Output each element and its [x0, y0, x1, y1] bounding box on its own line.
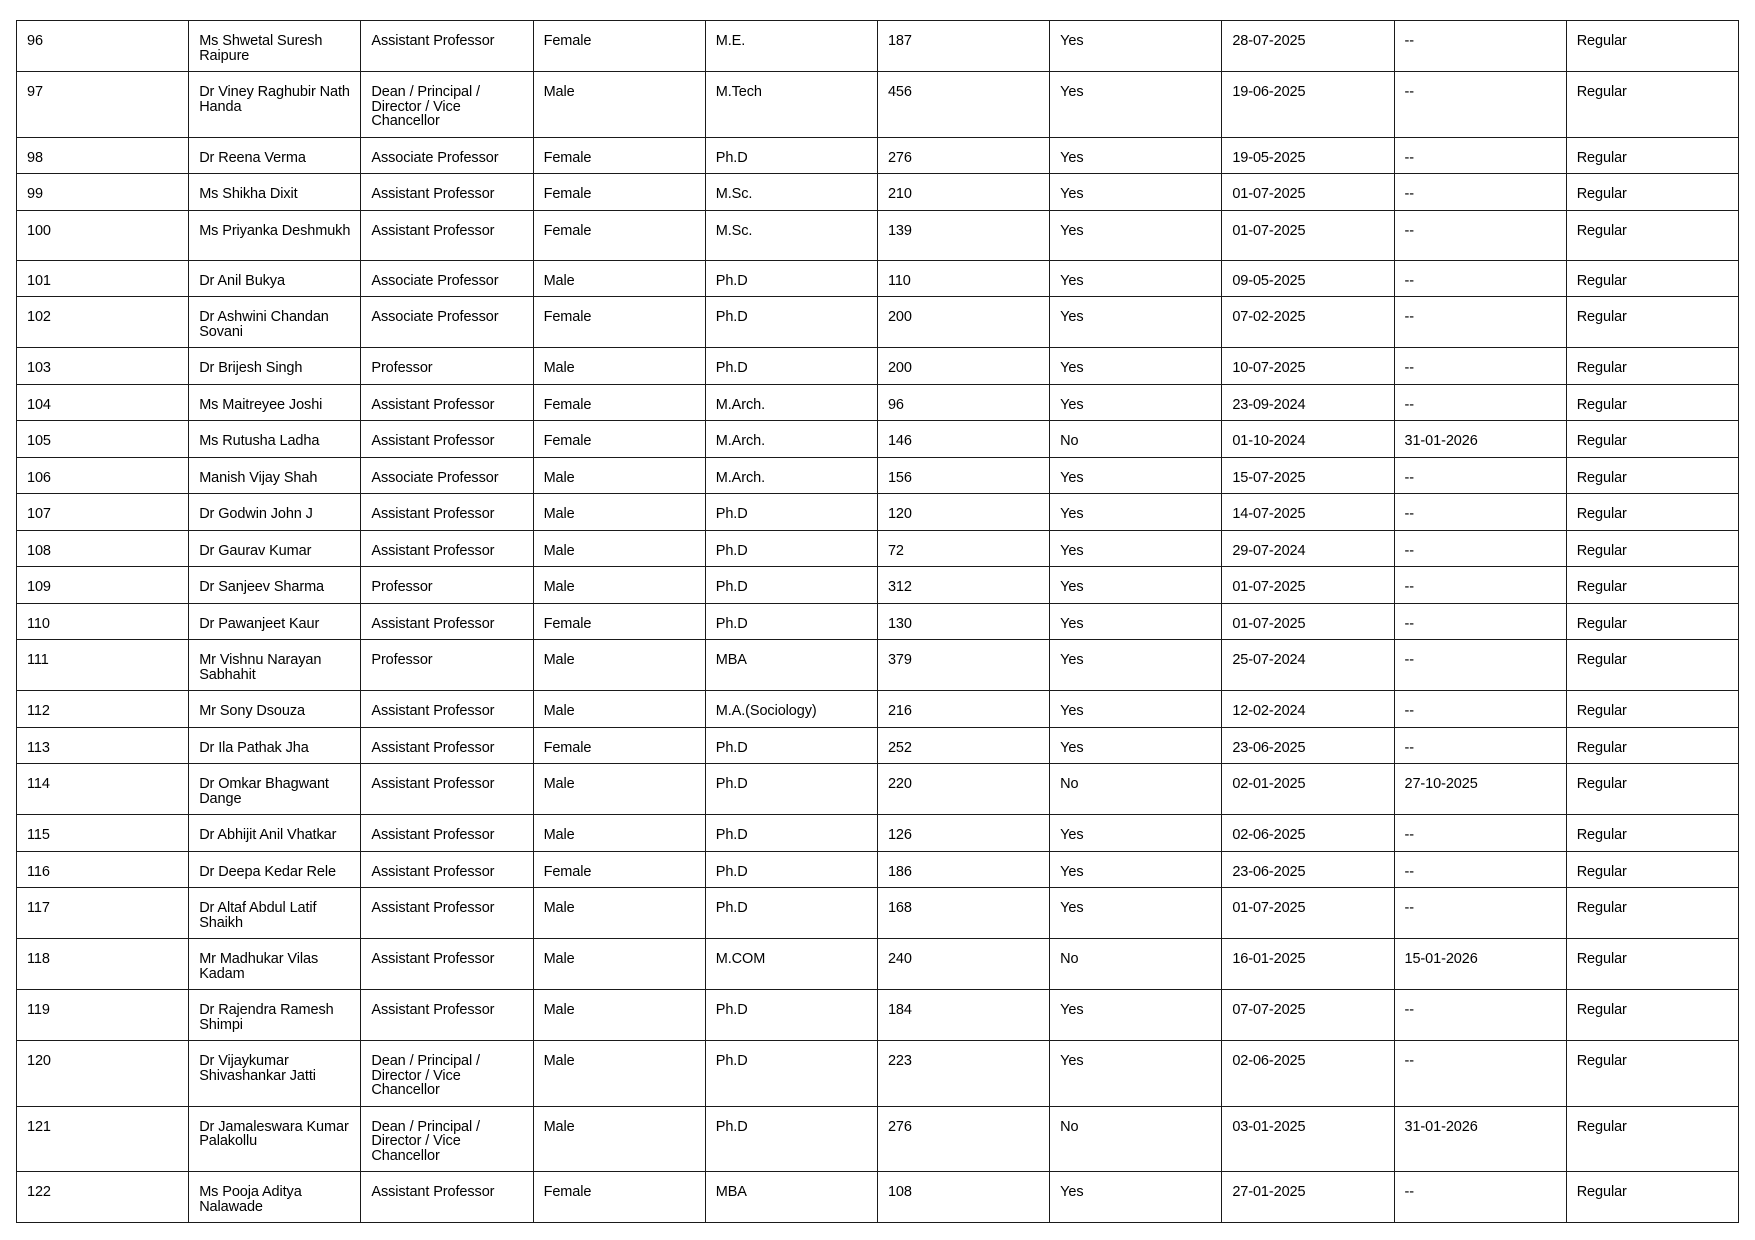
- serial-number-cell: 118: [17, 939, 189, 990]
- table-row: [17, 691, 1739, 728]
- serial-number-cell: 113: [17, 727, 189, 764]
- joining-date-cell: 03-01-2025: [1222, 1106, 1394, 1172]
- faculty-name-cell: Dr Jamaleswara Kumar Palakollu: [189, 1106, 361, 1172]
- faculty-name-cell: Dr Abhijit Anil Vhatkar: [189, 815, 361, 852]
- designation-cell: Dean / Principal / Director / Vice Chancellor: [361, 72, 533, 138]
- leaving-date-cell: --: [1394, 137, 1566, 174]
- gender-cell: Male: [533, 939, 705, 990]
- association-nature-cell: Regular: [1566, 174, 1738, 211]
- association-nature-cell: Regular: [1566, 494, 1738, 531]
- experience-cell: 312: [877, 567, 1049, 604]
- table-row: [17, 494, 1739, 531]
- qualification-cell: M.Arch.: [705, 457, 877, 494]
- leaving-date-cell: 15-01-2026: [1394, 939, 1566, 990]
- qualification-cell: Ph.D: [705, 567, 877, 604]
- currently-associated-cell: Yes: [1050, 1041, 1222, 1107]
- faculty-name-cell: Ms Priyanka Deshmukh: [189, 210, 361, 260]
- currently-associated-cell: Yes: [1050, 603, 1222, 640]
- gender-cell: Male: [533, 990, 705, 1041]
- experience-cell: 96: [877, 384, 1049, 421]
- serial-number-cell: 109: [17, 567, 189, 604]
- serial-number-cell: 105: [17, 421, 189, 458]
- experience-cell: 276: [877, 1106, 1049, 1172]
- serial-number-cell: 119: [17, 990, 189, 1041]
- serial-number-cell: 108: [17, 530, 189, 567]
- table-row: [17, 348, 1739, 385]
- joining-date-cell: 02-06-2025: [1222, 815, 1394, 852]
- association-nature-cell: Regular: [1566, 72, 1738, 138]
- joining-date-cell: 23-09-2024: [1222, 384, 1394, 421]
- experience-cell: 156: [877, 457, 1049, 494]
- gender-cell: Male: [533, 691, 705, 728]
- experience-cell: 184: [877, 990, 1049, 1041]
- joining-date-cell: 16-01-2025: [1222, 939, 1394, 990]
- association-nature-cell: Regular: [1566, 21, 1738, 72]
- qualification-cell: Ph.D: [705, 851, 877, 888]
- designation-cell: Assistant Professor: [361, 384, 533, 421]
- joining-date-cell: 01-07-2025: [1222, 210, 1394, 260]
- faculty-name-cell: Dr Brijesh Singh: [189, 348, 361, 385]
- faculty-name-cell: Mr Sony Dsouza: [189, 691, 361, 728]
- association-nature-cell: Regular: [1566, 990, 1738, 1041]
- designation-cell: Associate Professor: [361, 297, 533, 348]
- experience-cell: 120: [877, 494, 1049, 531]
- serial-number-cell: 100: [17, 210, 189, 260]
- faculty-name-cell: Dr Gaurav Kumar: [189, 530, 361, 567]
- qualification-cell: M.E.: [705, 21, 877, 72]
- joining-date-cell: 27-01-2025: [1222, 1172, 1394, 1223]
- table-row: [17, 851, 1739, 888]
- association-nature-cell: Regular: [1566, 567, 1738, 604]
- leaving-date-cell: --: [1394, 1172, 1566, 1223]
- qualification-cell: Ph.D: [705, 815, 877, 852]
- designation-cell: Assistant Professor: [361, 21, 533, 72]
- serial-number-cell: 99: [17, 174, 189, 211]
- association-nature-cell: Regular: [1566, 530, 1738, 567]
- leaving-date-cell: --: [1394, 348, 1566, 385]
- faculty-name-cell: Dr Deepa Kedar Rele: [189, 851, 361, 888]
- serial-number-cell: 114: [17, 764, 189, 815]
- experience-cell: 187: [877, 21, 1049, 72]
- designation-cell: Associate Professor: [361, 457, 533, 494]
- table-row: [17, 72, 1739, 138]
- qualification-cell: M.Sc.: [705, 210, 877, 260]
- gender-cell: Female: [533, 384, 705, 421]
- currently-associated-cell: Yes: [1050, 72, 1222, 138]
- faculty-name-cell: Ms Rutusha Ladha: [189, 421, 361, 458]
- joining-date-cell: 01-07-2025: [1222, 603, 1394, 640]
- association-nature-cell: Regular: [1566, 764, 1738, 815]
- joining-date-cell: 01-07-2025: [1222, 888, 1394, 939]
- currently-associated-cell: Yes: [1050, 210, 1222, 260]
- joining-date-cell: 01-07-2025: [1222, 567, 1394, 604]
- designation-cell: Assistant Professor: [361, 764, 533, 815]
- qualification-cell: Ph.D: [705, 603, 877, 640]
- joining-date-cell: 09-05-2025: [1222, 260, 1394, 297]
- table-row: [17, 421, 1739, 458]
- gender-cell: Male: [533, 494, 705, 531]
- designation-cell: Assistant Professor: [361, 494, 533, 531]
- association-nature-cell: Regular: [1566, 727, 1738, 764]
- gender-cell: Female: [533, 1172, 705, 1223]
- association-nature-cell: Regular: [1566, 603, 1738, 640]
- serial-number-cell: 102: [17, 297, 189, 348]
- experience-cell: 130: [877, 603, 1049, 640]
- leaving-date-cell: --: [1394, 815, 1566, 852]
- association-nature-cell: Regular: [1566, 260, 1738, 297]
- association-nature-cell: Regular: [1566, 815, 1738, 852]
- table-row: [17, 210, 1739, 260]
- gender-cell: Male: [533, 888, 705, 939]
- association-nature-cell: Regular: [1566, 297, 1738, 348]
- joining-date-cell: 19-05-2025: [1222, 137, 1394, 174]
- designation-cell: Assistant Professor: [361, 530, 533, 567]
- serial-number-cell: 103: [17, 348, 189, 385]
- joining-date-cell: 14-07-2025: [1222, 494, 1394, 531]
- experience-cell: 168: [877, 888, 1049, 939]
- leaving-date-cell: 27-10-2025: [1394, 764, 1566, 815]
- gender-cell: Male: [533, 1041, 705, 1107]
- leaving-date-cell: --: [1394, 567, 1566, 604]
- leaving-date-cell: --: [1394, 603, 1566, 640]
- gender-cell: Female: [533, 421, 705, 458]
- currently-associated-cell: Yes: [1050, 640, 1222, 691]
- designation-cell: Assistant Professor: [361, 939, 533, 990]
- faculty-name-cell: Dr Godwin John J: [189, 494, 361, 531]
- table-row: [17, 727, 1739, 764]
- qualification-cell: M.A.(Sociology): [705, 691, 877, 728]
- serial-number-cell: 111: [17, 640, 189, 691]
- leaving-date-cell: --: [1394, 174, 1566, 211]
- joining-date-cell: 07-07-2025: [1222, 990, 1394, 1041]
- leaving-date-cell: --: [1394, 727, 1566, 764]
- designation-cell: Assistant Professor: [361, 990, 533, 1041]
- faculty-name-cell: Dr Ila Pathak Jha: [189, 727, 361, 764]
- joining-date-cell: 07-02-2025: [1222, 297, 1394, 348]
- association-nature-cell: Regular: [1566, 851, 1738, 888]
- association-nature-cell: Regular: [1566, 457, 1738, 494]
- experience-cell: 72: [877, 530, 1049, 567]
- experience-cell: 126: [877, 815, 1049, 852]
- qualification-cell: Ph.D: [705, 1041, 877, 1107]
- experience-cell: 240: [877, 939, 1049, 990]
- table-row: [17, 1106, 1739, 1172]
- faculty-name-cell: Ms Maitreyee Joshi: [189, 384, 361, 421]
- gender-cell: Female: [533, 851, 705, 888]
- currently-associated-cell: Yes: [1050, 384, 1222, 421]
- qualification-cell: Ph.D: [705, 530, 877, 567]
- serial-number-cell: 97: [17, 72, 189, 138]
- joining-date-cell: 10-07-2025: [1222, 348, 1394, 385]
- leaving-date-cell: --: [1394, 1041, 1566, 1107]
- leaving-date-cell: --: [1394, 297, 1566, 348]
- qualification-cell: Ph.D: [705, 727, 877, 764]
- leaving-date-cell: --: [1394, 384, 1566, 421]
- table-row: [17, 567, 1739, 604]
- currently-associated-cell: Yes: [1050, 990, 1222, 1041]
- designation-cell: Professor: [361, 640, 533, 691]
- currently-associated-cell: No: [1050, 1106, 1222, 1172]
- leaving-date-cell: --: [1394, 494, 1566, 531]
- qualification-cell: Ph.D: [705, 260, 877, 297]
- faculty-name-cell: Mr Madhukar Vilas Kadam: [189, 939, 361, 990]
- designation-cell: Assistant Professor: [361, 851, 533, 888]
- table-row: [17, 815, 1739, 852]
- leaving-date-cell: --: [1394, 21, 1566, 72]
- association-nature-cell: Regular: [1566, 939, 1738, 990]
- association-nature-cell: Regular: [1566, 691, 1738, 728]
- currently-associated-cell: Yes: [1050, 137, 1222, 174]
- designation-cell: Dean / Principal / Director / Vice Chancellor: [361, 1041, 533, 1107]
- experience-cell: 108: [877, 1172, 1049, 1223]
- gender-cell: Male: [533, 457, 705, 494]
- designation-cell: Associate Professor: [361, 260, 533, 297]
- currently-associated-cell: Yes: [1050, 691, 1222, 728]
- gender-cell: Female: [533, 174, 705, 211]
- currently-associated-cell: No: [1050, 939, 1222, 990]
- faculty-name-cell: Ms Shikha Dixit: [189, 174, 361, 211]
- leaving-date-cell: --: [1394, 530, 1566, 567]
- leaving-date-cell: --: [1394, 640, 1566, 691]
- faculty-table-body: [17, 21, 1739, 1223]
- qualification-cell: M.Sc.: [705, 174, 877, 211]
- qualification-cell: Ph.D: [705, 1106, 877, 1172]
- gender-cell: Male: [533, 1106, 705, 1172]
- experience-cell: 110: [877, 260, 1049, 297]
- gender-cell: Female: [533, 21, 705, 72]
- designation-cell: Assistant Professor: [361, 1172, 533, 1223]
- experience-cell: 210: [877, 174, 1049, 211]
- designation-cell: Assistant Professor: [361, 603, 533, 640]
- experience-cell: 223: [877, 1041, 1049, 1107]
- qualification-cell: MBA: [705, 1172, 877, 1223]
- experience-cell: 379: [877, 640, 1049, 691]
- joining-date-cell: 23-06-2025: [1222, 727, 1394, 764]
- table-row: [17, 888, 1739, 939]
- designation-cell: Assistant Professor: [361, 174, 533, 211]
- faculty-name-cell: Dr Sanjeev Sharma: [189, 567, 361, 604]
- faculty-name-cell: Ms Shwetal Suresh Raipure: [189, 21, 361, 72]
- qualification-cell: M.Arch.: [705, 384, 877, 421]
- serial-number-cell: 104: [17, 384, 189, 421]
- currently-associated-cell: Yes: [1050, 348, 1222, 385]
- association-nature-cell: Regular: [1566, 1041, 1738, 1107]
- association-nature-cell: Regular: [1566, 1172, 1738, 1223]
- gender-cell: Female: [533, 137, 705, 174]
- designation-cell: Dean / Principal / Director / Vice Chancellor: [361, 1106, 533, 1172]
- table-row: [17, 530, 1739, 567]
- table-row: [17, 1041, 1739, 1107]
- leaving-date-cell: --: [1394, 72, 1566, 138]
- leaving-date-cell: --: [1394, 210, 1566, 260]
- experience-cell: 146: [877, 421, 1049, 458]
- faculty-name-cell: Dr Reena Verma: [189, 137, 361, 174]
- currently-associated-cell: Yes: [1050, 297, 1222, 348]
- association-nature-cell: Regular: [1566, 210, 1738, 260]
- faculty-name-cell: Dr Viney Raghubir Nath Handa: [189, 72, 361, 138]
- table-row: [17, 174, 1739, 211]
- faculty-table: [16, 20, 1739, 1223]
- serial-number-cell: 122: [17, 1172, 189, 1223]
- table-row: [17, 21, 1739, 72]
- faculty-name-cell: Ms Pooja Aditya Nalawade: [189, 1172, 361, 1223]
- experience-cell: 252: [877, 727, 1049, 764]
- gender-cell: Female: [533, 297, 705, 348]
- experience-cell: 139: [877, 210, 1049, 260]
- qualification-cell: Ph.D: [705, 764, 877, 815]
- joining-date-cell: 25-07-2024: [1222, 640, 1394, 691]
- table-row: [17, 764, 1739, 815]
- serial-number-cell: 117: [17, 888, 189, 939]
- experience-cell: 456: [877, 72, 1049, 138]
- serial-number-cell: 107: [17, 494, 189, 531]
- gender-cell: Male: [533, 530, 705, 567]
- association-nature-cell: Regular: [1566, 384, 1738, 421]
- qualification-cell: Ph.D: [705, 888, 877, 939]
- joining-date-cell: 02-06-2025: [1222, 1041, 1394, 1107]
- serial-number-cell: 120: [17, 1041, 189, 1107]
- experience-cell: 200: [877, 297, 1049, 348]
- gender-cell: Female: [533, 603, 705, 640]
- table-row: [17, 640, 1739, 691]
- leaving-date-cell: 31-01-2026: [1394, 1106, 1566, 1172]
- gender-cell: Female: [533, 210, 705, 260]
- serial-number-cell: 121: [17, 1106, 189, 1172]
- qualification-cell: MBA: [705, 640, 877, 691]
- table-row: [17, 137, 1739, 174]
- table-row: [17, 384, 1739, 421]
- gender-cell: Female: [533, 727, 705, 764]
- designation-cell: Professor: [361, 567, 533, 604]
- designation-cell: Assistant Professor: [361, 210, 533, 260]
- faculty-name-cell: Dr Anil Bukya: [189, 260, 361, 297]
- faculty-name-cell: Dr Ashwini Chandan Sovani: [189, 297, 361, 348]
- table-row: [17, 260, 1739, 297]
- currently-associated-cell: Yes: [1050, 457, 1222, 494]
- gender-cell: Male: [533, 764, 705, 815]
- leaving-date-cell: --: [1394, 260, 1566, 297]
- currently-associated-cell: Yes: [1050, 530, 1222, 567]
- faculty-name-cell: Dr Omkar Bhagwant Dange: [189, 764, 361, 815]
- experience-cell: 276: [877, 137, 1049, 174]
- table-row: [17, 990, 1739, 1041]
- designation-cell: Assistant Professor: [361, 727, 533, 764]
- faculty-name-cell: Dr Pawanjeet Kaur: [189, 603, 361, 640]
- currently-associated-cell: Yes: [1050, 21, 1222, 72]
- currently-associated-cell: No: [1050, 764, 1222, 815]
- table-row: [17, 603, 1739, 640]
- gender-cell: Male: [533, 348, 705, 385]
- designation-cell: Associate Professor: [361, 137, 533, 174]
- joining-date-cell: 28-07-2025: [1222, 21, 1394, 72]
- gender-cell: Male: [533, 260, 705, 297]
- designation-cell: Assistant Professor: [361, 691, 533, 728]
- faculty-name-cell: Manish Vijay Shah: [189, 457, 361, 494]
- table-row: [17, 457, 1739, 494]
- currently-associated-cell: Yes: [1050, 727, 1222, 764]
- currently-associated-cell: Yes: [1050, 851, 1222, 888]
- serial-number-cell: 106: [17, 457, 189, 494]
- qualification-cell: Ph.D: [705, 348, 877, 385]
- qualification-cell: Ph.D: [705, 137, 877, 174]
- qualification-cell: Ph.D: [705, 990, 877, 1041]
- joining-date-cell: 01-07-2025: [1222, 174, 1394, 211]
- association-nature-cell: Regular: [1566, 640, 1738, 691]
- qualification-cell: M.Tech: [705, 72, 877, 138]
- leaving-date-cell: --: [1394, 888, 1566, 939]
- association-nature-cell: Regular: [1566, 137, 1738, 174]
- gender-cell: Male: [533, 815, 705, 852]
- table-row: [17, 1172, 1739, 1223]
- association-nature-cell: Regular: [1566, 348, 1738, 385]
- serial-number-cell: 115: [17, 815, 189, 852]
- gender-cell: Male: [533, 72, 705, 138]
- currently-associated-cell: Yes: [1050, 815, 1222, 852]
- association-nature-cell: Regular: [1566, 888, 1738, 939]
- joining-date-cell: 29-07-2024: [1222, 530, 1394, 567]
- serial-number-cell: 112: [17, 691, 189, 728]
- qualification-cell: Ph.D: [705, 297, 877, 348]
- currently-associated-cell: Yes: [1050, 888, 1222, 939]
- experience-cell: 186: [877, 851, 1049, 888]
- qualification-cell: M.COM: [705, 939, 877, 990]
- qualification-cell: Ph.D: [705, 494, 877, 531]
- serial-number-cell: 96: [17, 21, 189, 72]
- serial-number-cell: 116: [17, 851, 189, 888]
- currently-associated-cell: Yes: [1050, 494, 1222, 531]
- leaving-date-cell: --: [1394, 457, 1566, 494]
- serial-number-cell: 110: [17, 603, 189, 640]
- leaving-date-cell: --: [1394, 851, 1566, 888]
- association-nature-cell: Regular: [1566, 421, 1738, 458]
- currently-associated-cell: Yes: [1050, 567, 1222, 604]
- designation-cell: Assistant Professor: [361, 888, 533, 939]
- association-nature-cell: Regular: [1566, 1106, 1738, 1172]
- table-row: [17, 297, 1739, 348]
- joining-date-cell: 19-06-2025: [1222, 72, 1394, 138]
- experience-cell: 216: [877, 691, 1049, 728]
- currently-associated-cell: Yes: [1050, 174, 1222, 211]
- currently-associated-cell: Yes: [1050, 260, 1222, 297]
- joining-date-cell: 23-06-2025: [1222, 851, 1394, 888]
- leaving-date-cell: 31-01-2026: [1394, 421, 1566, 458]
- designation-cell: Assistant Professor: [361, 815, 533, 852]
- joining-date-cell: 15-07-2025: [1222, 457, 1394, 494]
- faculty-name-cell: Mr Vishnu Narayan Sabhahit: [189, 640, 361, 691]
- leaving-date-cell: --: [1394, 691, 1566, 728]
- serial-number-cell: 101: [17, 260, 189, 297]
- joining-date-cell: 12-02-2024: [1222, 691, 1394, 728]
- faculty-name-cell: Dr Rajendra Ramesh Shimpi: [189, 990, 361, 1041]
- currently-associated-cell: Yes: [1050, 1172, 1222, 1223]
- experience-cell: 220: [877, 764, 1049, 815]
- experience-cell: 200: [877, 348, 1049, 385]
- gender-cell: Male: [533, 567, 705, 604]
- joining-date-cell: 01-10-2024: [1222, 421, 1394, 458]
- currently-associated-cell: No: [1050, 421, 1222, 458]
- table-row: [17, 939, 1739, 990]
- faculty-name-cell: Dr Vijaykumar Shivashankar Jatti: [189, 1041, 361, 1107]
- leaving-date-cell: --: [1394, 990, 1566, 1041]
- qualification-cell: M.Arch.: [705, 421, 877, 458]
- designation-cell: Professor: [361, 348, 533, 385]
- gender-cell: Male: [533, 640, 705, 691]
- faculty-name-cell: Dr Altaf Abdul Latif Shaikh: [189, 888, 361, 939]
- joining-date-cell: 02-01-2025: [1222, 764, 1394, 815]
- serial-number-cell: 98: [17, 137, 189, 174]
- designation-cell: Assistant Professor: [361, 421, 533, 458]
